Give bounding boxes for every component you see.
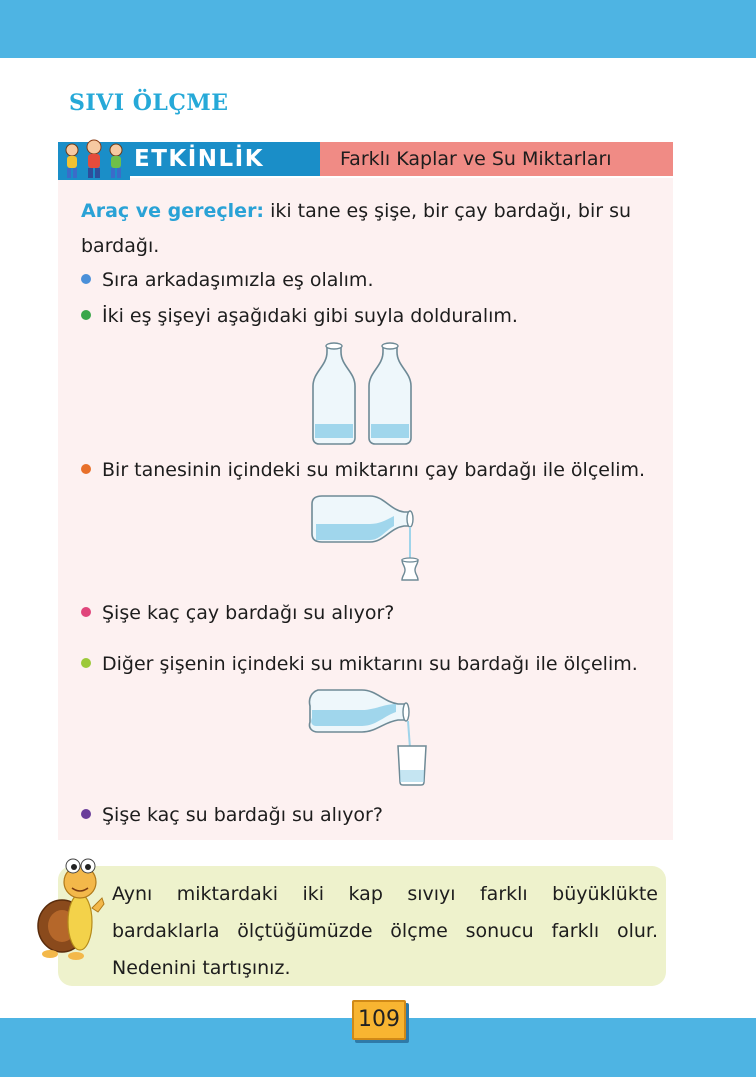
step-text: İki eş şişeyi aşağıdaki gibi suyla dolduralım.: [102, 305, 518, 327]
bullet-dot: [81, 310, 91, 320]
turtle-mascot-icon: [36, 852, 106, 962]
page-number: 109: [352, 1000, 406, 1040]
bullet-dot: [81, 809, 91, 819]
step-text: Sıra arkadaşımızla eş olalım.: [102, 269, 374, 291]
pour-into-tea-glass-illustration: [308, 494, 428, 586]
two-bottles-illustration: [305, 338, 425, 448]
step-text: Diğer şişenin içindeki su miktarını su bardağı ile ölçelim.: [102, 653, 638, 675]
materials-label: Araç ve gereçler:: [81, 200, 265, 222]
step-text: Şişe kaç çay bardağı su alıyor?: [102, 602, 395, 624]
section-title: SIVI ÖLÇME: [69, 90, 229, 116]
activity-title: Farklı Kaplar ve Su Miktarları: [320, 142, 673, 176]
bullet-dot: [81, 658, 91, 668]
top-color-band: [0, 0, 756, 58]
children-icon: [58, 138, 130, 180]
bullet-dot: [81, 274, 91, 284]
pour-into-water-glass-illustration: [306, 684, 436, 788]
step-5: [81, 652, 638, 676]
discussion-note-text: Aynı miktardaki iki kap sıvıyı farklı büyüklükte bardaklarla ölçtüğümüzde ölçme sonucu farklı olur. Nedenini tartışınız.: [112, 883, 658, 979]
bullet-dot: [81, 607, 91, 617]
step-text: Şişe kaç su bardağı su alıyor?: [102, 804, 383, 826]
activity-badge: ETKİNLİK: [128, 142, 320, 176]
step-6: [81, 803, 383, 827]
activity-header: [58, 138, 673, 178]
step-3: [81, 458, 645, 482]
step-text: Bir tanesinin içindeki su miktarını çay bardağı ile ölçelim.: [102, 459, 646, 481]
materials-list: iki tane eş şişe, bir çay bardağı, bir su bardağı.: [81, 200, 632, 257]
step-2: [81, 304, 518, 328]
materials-text: [81, 194, 661, 264]
bullet-dot: [81, 464, 91, 474]
step-4: [81, 601, 394, 625]
step-1: [81, 268, 373, 292]
